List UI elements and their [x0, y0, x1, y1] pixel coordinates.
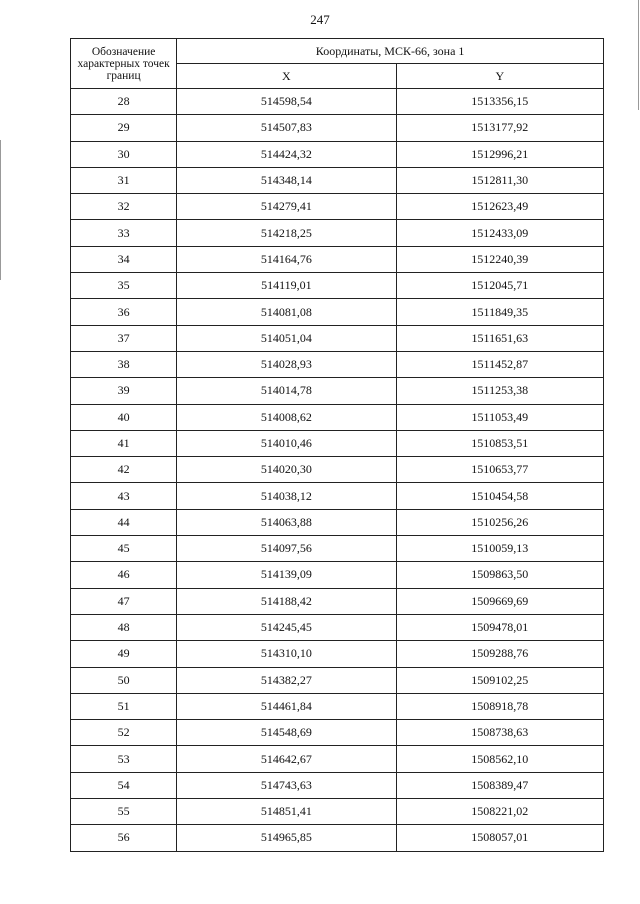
y-coordinate-cell: 1512240,39: [396, 246, 603, 272]
x-coordinate-cell: 514382,27: [177, 667, 396, 693]
y-column-header: Y: [396, 64, 603, 89]
coordinates-group-header: Координаты, МСК-66, зона 1: [177, 39, 604, 64]
table-body: [71, 89, 604, 852]
table-row: [71, 772, 604, 798]
table-row: [71, 614, 604, 640]
point-cell: 41: [71, 430, 177, 456]
x-coordinate-cell: 514119,01: [177, 273, 396, 299]
x-coordinate-cell: 514424,32: [177, 141, 396, 167]
y-coordinate-cell: 1508057,01: [396, 825, 603, 851]
x-coordinate-cell: 514743,63: [177, 772, 396, 798]
x-coordinate-cell: 514051,04: [177, 325, 396, 351]
y-coordinate-cell: 1508389,47: [396, 772, 603, 798]
point-cell: 37: [71, 325, 177, 351]
table-row: [71, 351, 604, 377]
table-row: [71, 299, 604, 325]
x-coordinate-cell: 514642,67: [177, 746, 396, 772]
scan-edge-mark: [0, 140, 1, 280]
y-coordinate-cell: 1509669,69: [396, 588, 603, 614]
point-cell: 35: [71, 273, 177, 299]
table-row: [71, 825, 604, 851]
x-coordinate-cell: 514218,25: [177, 220, 396, 246]
x-coordinate-cell: 514020,30: [177, 457, 396, 483]
table-row: [71, 273, 604, 299]
y-coordinate-cell: 1511253,38: [396, 378, 603, 404]
y-coordinate-cell: 1511849,35: [396, 299, 603, 325]
point-cell: 49: [71, 641, 177, 667]
table-row: [71, 194, 604, 220]
table-row: [71, 404, 604, 430]
point-cell: 43: [71, 483, 177, 509]
page-number: 247: [310, 12, 330, 27]
point-cell: 36: [71, 299, 177, 325]
point-cell: 45: [71, 536, 177, 562]
point-cell: 38: [71, 351, 177, 377]
y-coordinate-cell: 1512996,21: [396, 141, 603, 167]
table-row: [71, 141, 604, 167]
x-coordinate-cell: 514461,84: [177, 693, 396, 719]
y-coordinate-cell: 1513356,15: [396, 89, 603, 115]
table-row: [71, 588, 604, 614]
x-coordinate-cell: 514851,41: [177, 799, 396, 825]
y-coordinate-cell: 1508562,10: [396, 746, 603, 772]
x-coordinate-cell: 514548,69: [177, 720, 396, 746]
point-cell: 51: [71, 693, 177, 719]
y-coordinate-cell: 1508738,63: [396, 720, 603, 746]
x-coordinate-cell: 514188,42: [177, 588, 396, 614]
point-cell: 34: [71, 246, 177, 272]
point-cell: 50: [71, 667, 177, 693]
table-row: [71, 536, 604, 562]
point-cell: 53: [71, 746, 177, 772]
y-coordinate-cell: 1512045,71: [396, 273, 603, 299]
point-cell: 46: [71, 562, 177, 588]
x-coordinate-cell: 514279,41: [177, 194, 396, 220]
table-row: [71, 430, 604, 456]
point-cell: 30: [71, 141, 177, 167]
x-coordinate-cell: 514164,76: [177, 246, 396, 272]
y-coordinate-cell: 1510653,77: [396, 457, 603, 483]
x-coordinate-cell: 514014,78: [177, 378, 396, 404]
point-cell: 56: [71, 825, 177, 851]
x-coordinate-cell: 514507,83: [177, 115, 396, 141]
x-coordinate-cell: 514063,88: [177, 509, 396, 535]
x-coordinate-cell: 514310,10: [177, 641, 396, 667]
point-cell: 28: [71, 89, 177, 115]
table-row: [71, 746, 604, 772]
point-designation-header: Обозначение характерных точек границ: [71, 39, 177, 89]
y-coordinate-cell: 1509102,25: [396, 667, 603, 693]
x-coordinate-cell: 514097,56: [177, 536, 396, 562]
x-coordinate-cell: 514038,12: [177, 483, 396, 509]
x-coordinate-cell: 514081,08: [177, 299, 396, 325]
x-coordinate-cell: 514598,54: [177, 89, 396, 115]
y-coordinate-cell: 1508221,02: [396, 799, 603, 825]
table-row: [71, 509, 604, 535]
y-coordinate-cell: 1509288,76: [396, 641, 603, 667]
y-coordinate-cell: 1511651,63: [396, 325, 603, 351]
point-cell: 54: [71, 772, 177, 798]
x-coordinate-cell: 514008,62: [177, 404, 396, 430]
table-row: [71, 562, 604, 588]
table-row: [71, 483, 604, 509]
table-row: [71, 246, 604, 272]
y-coordinate-cell: 1509863,50: [396, 562, 603, 588]
table-row: [71, 220, 604, 246]
point-cell: 47: [71, 588, 177, 614]
y-coordinate-cell: 1512623,49: [396, 194, 603, 220]
x-column-header: X: [177, 64, 396, 89]
table-row: [71, 457, 604, 483]
point-cell: 55: [71, 799, 177, 825]
point-cell: 29: [71, 115, 177, 141]
y-coordinate-cell: 1510059,13: [396, 536, 603, 562]
table-row: [71, 720, 604, 746]
point-cell: 33: [71, 220, 177, 246]
table-row: [71, 167, 604, 193]
table-row: [71, 641, 604, 667]
table-row: [71, 799, 604, 825]
y-coordinate-cell: 1511452,87: [396, 351, 603, 377]
table-row: [71, 325, 604, 351]
point-cell: 42: [71, 457, 177, 483]
point-cell: 39: [71, 378, 177, 404]
y-coordinate-cell: 1511053,49: [396, 404, 603, 430]
x-coordinate-cell: 514028,93: [177, 351, 396, 377]
y-coordinate-cell: 1510454,58: [396, 483, 603, 509]
coordinates-table: [70, 38, 604, 852]
x-coordinate-cell: 514348,14: [177, 167, 396, 193]
y-coordinate-cell: 1512811,30: [396, 167, 603, 193]
point-cell: 31: [71, 167, 177, 193]
point-cell: 52: [71, 720, 177, 746]
y-coordinate-cell: 1513177,92: [396, 115, 603, 141]
y-coordinate-cell: 1508918,78: [396, 693, 603, 719]
x-coordinate-cell: 514139,09: [177, 562, 396, 588]
point-cell: 48: [71, 614, 177, 640]
table-row: [71, 115, 604, 141]
x-coordinate-cell: 514010,46: [177, 430, 396, 456]
y-coordinate-cell: 1510853,51: [396, 430, 603, 456]
point-cell: 44: [71, 509, 177, 535]
y-coordinate-cell: 1509478,01: [396, 614, 603, 640]
x-coordinate-cell: 514245,45: [177, 614, 396, 640]
point-cell: 40: [71, 404, 177, 430]
table-row: [71, 667, 604, 693]
y-coordinate-cell: 1510256,26: [396, 509, 603, 535]
y-coordinate-cell: 1512433,09: [396, 220, 603, 246]
scan-edge-mark: [638, 0, 639, 110]
point-cell: 32: [71, 194, 177, 220]
x-coordinate-cell: 514965,85: [177, 825, 396, 851]
table-row: [71, 693, 604, 719]
table-row: [71, 378, 604, 404]
table-row: [71, 89, 604, 115]
